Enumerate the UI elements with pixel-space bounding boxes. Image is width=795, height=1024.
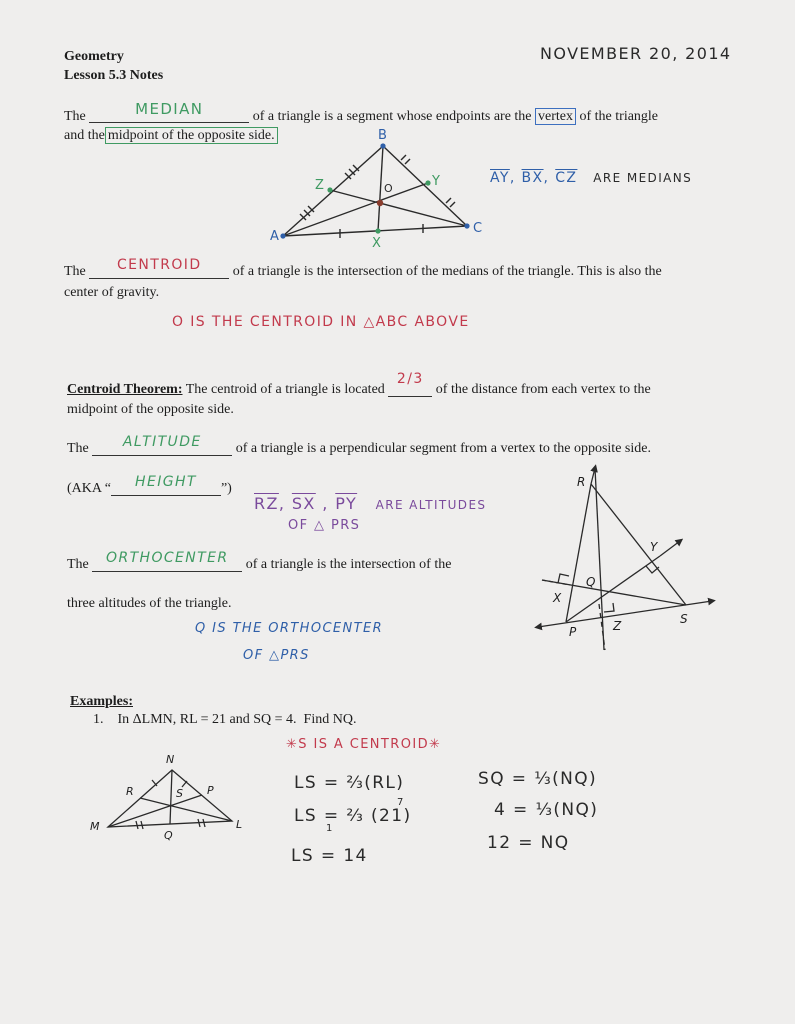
label-s3: S	[176, 787, 185, 800]
label-r3: R	[126, 785, 136, 798]
label-p: P	[569, 625, 578, 639]
centroid-theorem-line2: midpoint of the opposite side.	[67, 402, 234, 417]
label-l3: L	[236, 818, 244, 831]
segment-py: $\overline{PY}$	[335, 494, 358, 513]
label-q3: Q	[164, 829, 175, 842]
altitude-post: of a triangle is a perpendicular segment from a vertex to the opposite side.	[235, 441, 651, 456]
subject-title: Geometry	[64, 49, 124, 64]
theorem-answer: 2/3	[396, 371, 424, 387]
altitude-answer: ALTITUDE	[122, 434, 202, 450]
median-pre: The	[64, 109, 86, 124]
centroid-post: of a triangle is the intersection of the medians of the triangle. This is also the	[232, 264, 662, 279]
label-s: S	[680, 612, 690, 626]
work-right-2: 4 = ⅓(NQ)	[494, 800, 599, 820]
label-m3: M	[90, 820, 101, 833]
orthocenter-definition-line2: three altitudes of the triangle.	[67, 596, 232, 611]
label-o: O	[384, 182, 395, 195]
label-y2: Y	[650, 540, 659, 554]
altitudes-note-text: ARE ALTITUDES	[375, 498, 487, 512]
aka-answer: HEIGHT	[135, 474, 197, 490]
work-left-2: LS = ⅔ (21)	[294, 806, 412, 826]
label-p3: P	[207, 784, 216, 797]
theorem-title: Centroid Theorem:	[67, 382, 183, 397]
orthocenter-post: of a triangle is the intersection of the	[245, 557, 452, 572]
segment-rz: $\overline{RZ}$	[254, 494, 279, 513]
label-n: N	[166, 753, 176, 766]
aka-post: ”)	[220, 481, 232, 496]
examples-title: Examples:	[70, 694, 133, 709]
median-answer: MEDIAN	[135, 100, 204, 118]
label-q: Q	[586, 575, 597, 589]
work-left-1: LS = ⅔(RL)	[294, 773, 405, 793]
label-c: C	[473, 221, 484, 236]
theorem-pre: The centroid of a triangle is located	[185, 382, 385, 397]
vertex-term: vertex	[535, 108, 576, 125]
work-left-3: LS = 14	[291, 846, 368, 866]
segment-bx: $\overline{BX}$	[521, 170, 544, 186]
medians-note-text: ARE MEDIANS	[593, 171, 693, 185]
work-right-3: 12 = NQ	[487, 833, 570, 853]
aka-pre: (AKA “	[67, 481, 111, 496]
orthocenter-note-line1: Q IS THE ORTHOCENTER	[195, 621, 384, 636]
label-r: R	[577, 475, 587, 489]
segment-ay: $\overline{AY}$	[490, 170, 510, 186]
altitudes-note-line2: OF △ PRS	[288, 518, 361, 533]
centroid-reminder: ✳S IS A CENTROID✳	[286, 737, 442, 752]
median-line2-pre: and the	[64, 128, 105, 143]
orthocenter-answer: ORTHOCENTER	[106, 550, 229, 566]
medians-note: $\overline{AY}$, $\overline{BX}$, $\overline{CZ}$ ARE MEDIANS	[490, 170, 693, 186]
centroid-note: O IS THE CENTROID IN △ABC ABOVE	[172, 314, 470, 330]
orthocenter-pre: The	[67, 557, 89, 572]
label-x: X	[372, 236, 383, 251]
midpoint-term: midpoint of the opposite side.	[105, 127, 278, 144]
lesson-title: Lesson 5.3 Notes	[64, 68, 164, 83]
date: NOVEMBER 20, 2014	[540, 44, 732, 63]
centroid-pre: The	[64, 264, 86, 279]
label-b: B	[378, 128, 389, 143]
example-problem-1: 1. In ΔLMN, RL = 21 and SQ = 4. Find NQ.	[93, 712, 357, 727]
label-a: A	[270, 229, 281, 244]
label-y: Y	[432, 174, 442, 189]
cancel-mark-7: 7	[397, 797, 405, 808]
altitudes-note-line1: $\overline{RZ}$, $\overline{SX}$ , $\overline{PY}$ ARE ALTITUDES	[254, 494, 487, 513]
centroid-definition-line2: center of gravity.	[64, 285, 160, 300]
segment-cz: $\overline{CZ}$	[555, 170, 578, 186]
centroid-answer: CENTROID	[117, 257, 202, 273]
label-z: Z	[315, 178, 326, 193]
altitude-pre: The	[67, 441, 89, 456]
segment-sx: $\overline{SX}$	[291, 494, 316, 513]
label-z2: Z	[613, 619, 623, 633]
theorem-post: of the distance from each vertex to the	[435, 382, 651, 397]
work-right-1: SQ = ⅓(NQ)	[478, 769, 598, 789]
orthocenter-note-line2: OF △PRS	[243, 648, 310, 663]
cancel-mark-1: 1	[326, 823, 334, 834]
median-post2: of the triangle	[579, 109, 659, 124]
median-post: of a triangle is a segment whose endpoints are the	[252, 109, 532, 124]
label-x2: X	[553, 591, 563, 605]
